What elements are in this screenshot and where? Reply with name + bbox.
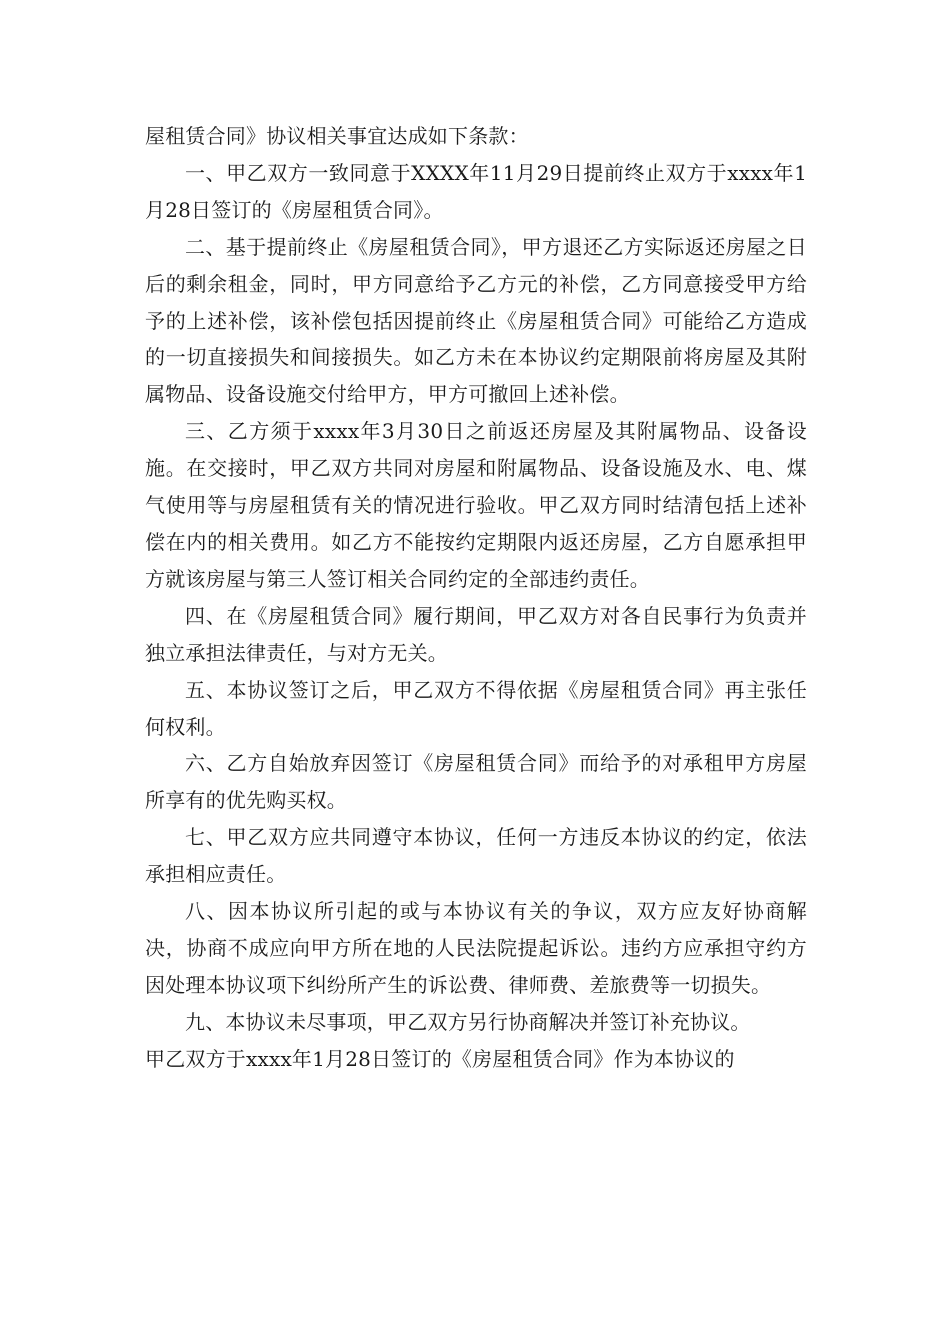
clause-1: 一、甲乙双方一致同意于XXXX年11月29日提前终止双方于xxxx年1月28日签订的《房屋租赁合同》。 [145,160,807,222]
paragraph-intro-continuation: 屋租赁合同》协议相关事宜达成如下条款： [145,124,529,148]
clause-6: 六、乙方自始放弃因签订《房屋租赁合同》而给予的对承租甲方房屋所享有的优先购买权。 [145,751,807,813]
clause-2: 二、基于提前终止《房屋租赁合同》，甲方退还乙方实际返还房屋之日后的剩余租金，同时，甲方同意给予乙方元的补偿，乙方同意接受甲方给予的上述补偿，该补偿包括因提前终止《房屋租赁合同》可能给乙方造成的一切直接损失和间接损失。如乙方未在本协议约定期限前将房屋及其附属物品、设备设施交付给甲方，甲方可撤回上述补偿。 [145,234,807,407]
paragraph-continuation: 甲乙双方于xxxx年1月28日签订的《房屋租赁合同》作为本协议的 [145,1046,735,1071]
clause-9: 九、本协议未尽事项，甲乙双方另行协商解决并签订补充协议。 [185,1009,751,1034]
document-body [145,118,807,1078]
clause-8: 八、因本协议所引起的或与本协议有关的争议，双方应友好协商解决，协商不成应向甲方所在地的人民法院提起诉讼。违约方应承担守约方因处理本协议项下纠纷所产生的诉讼费、律师费、差旅费等一切损失。 [145,899,807,997]
clause-4: 四、在《房屋租赁合同》履行期间，甲乙双方对各自民事行为负责并独立承担法律责任，与对方无关。 [145,603,807,665]
clause-3: 三、乙方须于xxxx年3月30日之前返还房屋及其附属物品、设备设施。在交接时，甲乙双方共同对房屋和附属物品、设备设施及水、电、煤气使用等与房屋租赁有关的情况进行验收。甲乙双方同时结清包括上述补偿在内的相关费用。如乙方不能按约定期限内返还房屋，乙方自愿承担甲方就该房屋与第三人签订相关合同约定的全部违约责任。 [145,419,807,591]
clause-7: 七、甲乙双方应共同遵守本协议，任何一方违反本协议的约定，依法承担相应责任。 [145,825,807,887]
clause-5: 五、本协议签订之后，甲乙双方不得依据《房屋租赁合同》再主张任何权利。 [145,677,807,739]
